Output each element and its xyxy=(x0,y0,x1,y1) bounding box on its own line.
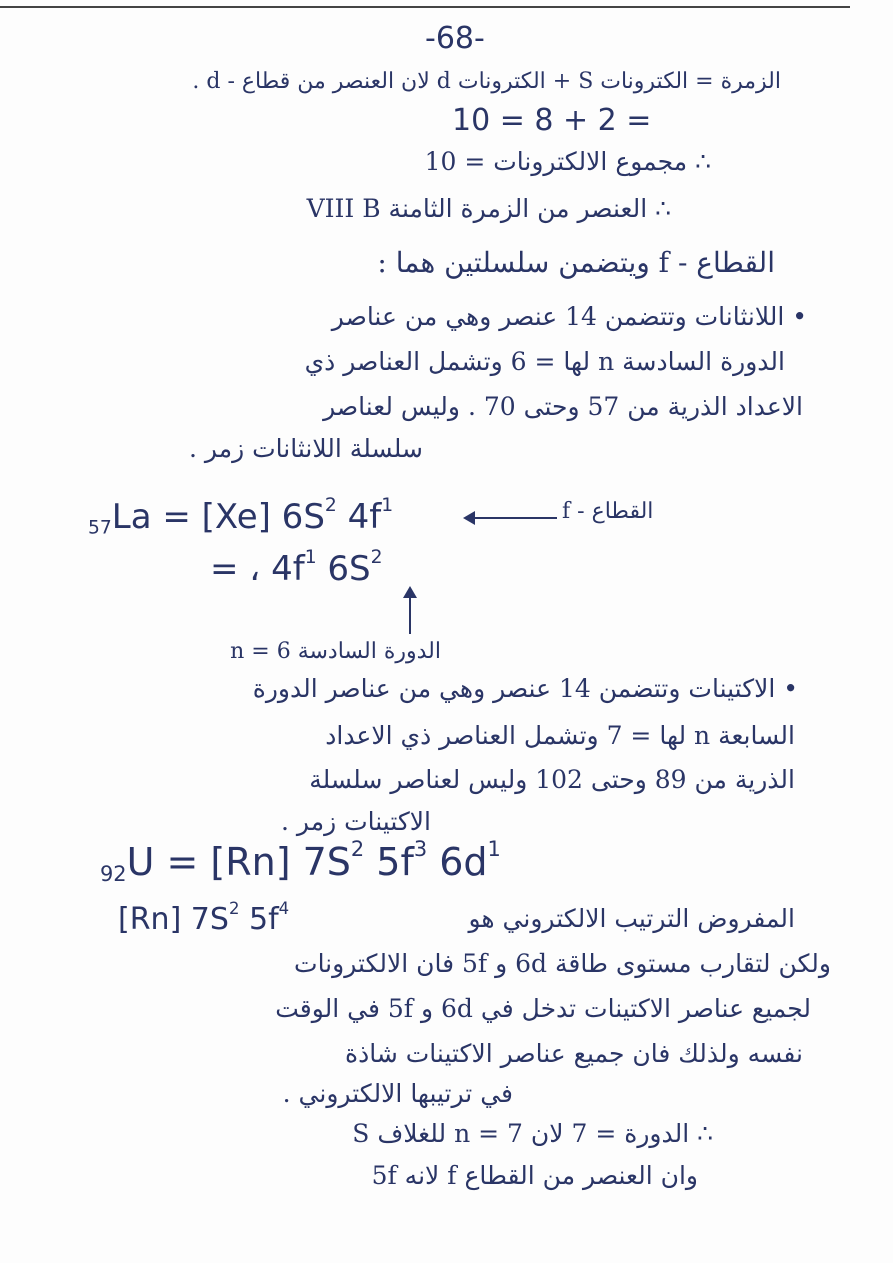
atomic-number-u: 92 xyxy=(100,862,127,887)
label-f-block: القطاع - f xyxy=(562,499,654,524)
text-line-period-conclusion: ∴ الدورة = 7 لان n = 7 للغلاف S xyxy=(352,1119,713,1148)
exponent-7s-expected: 2 xyxy=(228,899,240,918)
text-line-explanation-2: لجميع عناصر الاكتينات تدخل في 6d و 5f في الوقت xyxy=(275,994,811,1023)
equation-uranium-core: U = [Rn] 7S xyxy=(126,839,351,884)
equation-lanthanum-rewritten-4f: = ، 4f xyxy=(210,548,305,589)
text-line-block-conclusion: وان العنصر من القطاع f لانه 5f xyxy=(371,1161,698,1190)
equation-uranium xyxy=(100,838,501,886)
text-line-actinides-3: الذرية من 89 وحتى 102 وليس لعناصر سلسلة xyxy=(309,765,795,794)
text-line-electron-total: ∴ مجموع الالكترونات = 10 xyxy=(424,147,711,176)
text-line-actinides-4: الاكتينات زمر . xyxy=(281,807,431,836)
atomic-number-la: 57 xyxy=(88,517,112,539)
text-line-explanation-1: ولكن لتقارب مستوى طاقة 6d و 5f فان الالكترونات xyxy=(294,949,831,978)
text-line-actinides-1: • الاكتينات وتتضمن 14 عنصر وهي من عناصر الدورة xyxy=(252,674,798,703)
text-line-f-block-heading: القطاع - f ويتضمن سلسلتين هما : xyxy=(377,246,775,279)
equation-lanthanum xyxy=(88,496,393,539)
equation-lanthanum-rewritten-6s: 6S xyxy=(316,548,371,589)
equation-lanthanum-rewritten xyxy=(210,548,383,588)
text-line-lanthanides-1: • اللانثانات وتتضمن 14 عنصر وهي من عناصر xyxy=(331,302,807,331)
equation-expected-5f: 5f xyxy=(248,901,279,937)
equation-expected-core: [Rn] 7S xyxy=(118,901,229,937)
exponent-4f-la: 1 xyxy=(381,495,394,516)
text-line-actinides-2: السابعة n لها = 7 وتشمل العناصر ذي الاعداد xyxy=(325,721,795,750)
text-line-explanation-4: في ترتيبها الالكتروني . xyxy=(282,1079,513,1108)
exponent-4f-la-rewritten: 1 xyxy=(304,547,317,568)
exponent-6s-la-rewritten: 2 xyxy=(370,547,383,568)
text-line-lanthanides-2: الدورة السادسة n لها = 6 وتشمل العناصر ذي xyxy=(304,347,785,376)
exponent-6d-u: 1 xyxy=(487,837,501,861)
text-line-lanthanides-4: سلسلة اللانثانات زمر . xyxy=(189,434,423,463)
text-line-sum: 10 = 8 + 2 = xyxy=(452,103,652,138)
top-border-line xyxy=(0,6,850,8)
text-line-explanation-3: نفسه ولذلك فان جميع عناصر الاكتينات شاذة xyxy=(345,1039,803,1068)
text-line-lanthanides-3: الاعداد الذرية من 57 وحتى 70 . وليس لعناصر xyxy=(323,392,803,421)
equation-uranium-6d: 6d xyxy=(427,839,488,884)
text-line-expected-configuration: المفروض الترتيب الالكتروني هو xyxy=(468,904,795,933)
equation-lanthanum-core: La = [Xe] 6S xyxy=(111,496,325,537)
arrow-up-icon xyxy=(409,590,411,634)
equation-lanthanum-4f: 4f xyxy=(336,496,382,537)
text-line-group-definition: الزمرة = الكترونات S + الكترونات d لان العنصر من قطاع - d . xyxy=(192,69,781,94)
text-line-group-result: ∴ العنصر من الزمرة الثامنة VIII B xyxy=(306,194,671,223)
label-sixth-period: الدورة السادسة n = 6 xyxy=(230,639,441,664)
equation-expected-uranium xyxy=(118,900,289,936)
page-number: -68- xyxy=(425,21,485,56)
exponent-5f-expected: 4 xyxy=(278,899,290,918)
equation-uranium-5f: 5f xyxy=(364,839,414,884)
exponent-5f-u: 3 xyxy=(413,837,428,861)
exponent-7s-u: 2 xyxy=(350,837,365,861)
arrow-left-icon xyxy=(465,517,557,519)
exponent-6s-la: 2 xyxy=(324,495,337,516)
